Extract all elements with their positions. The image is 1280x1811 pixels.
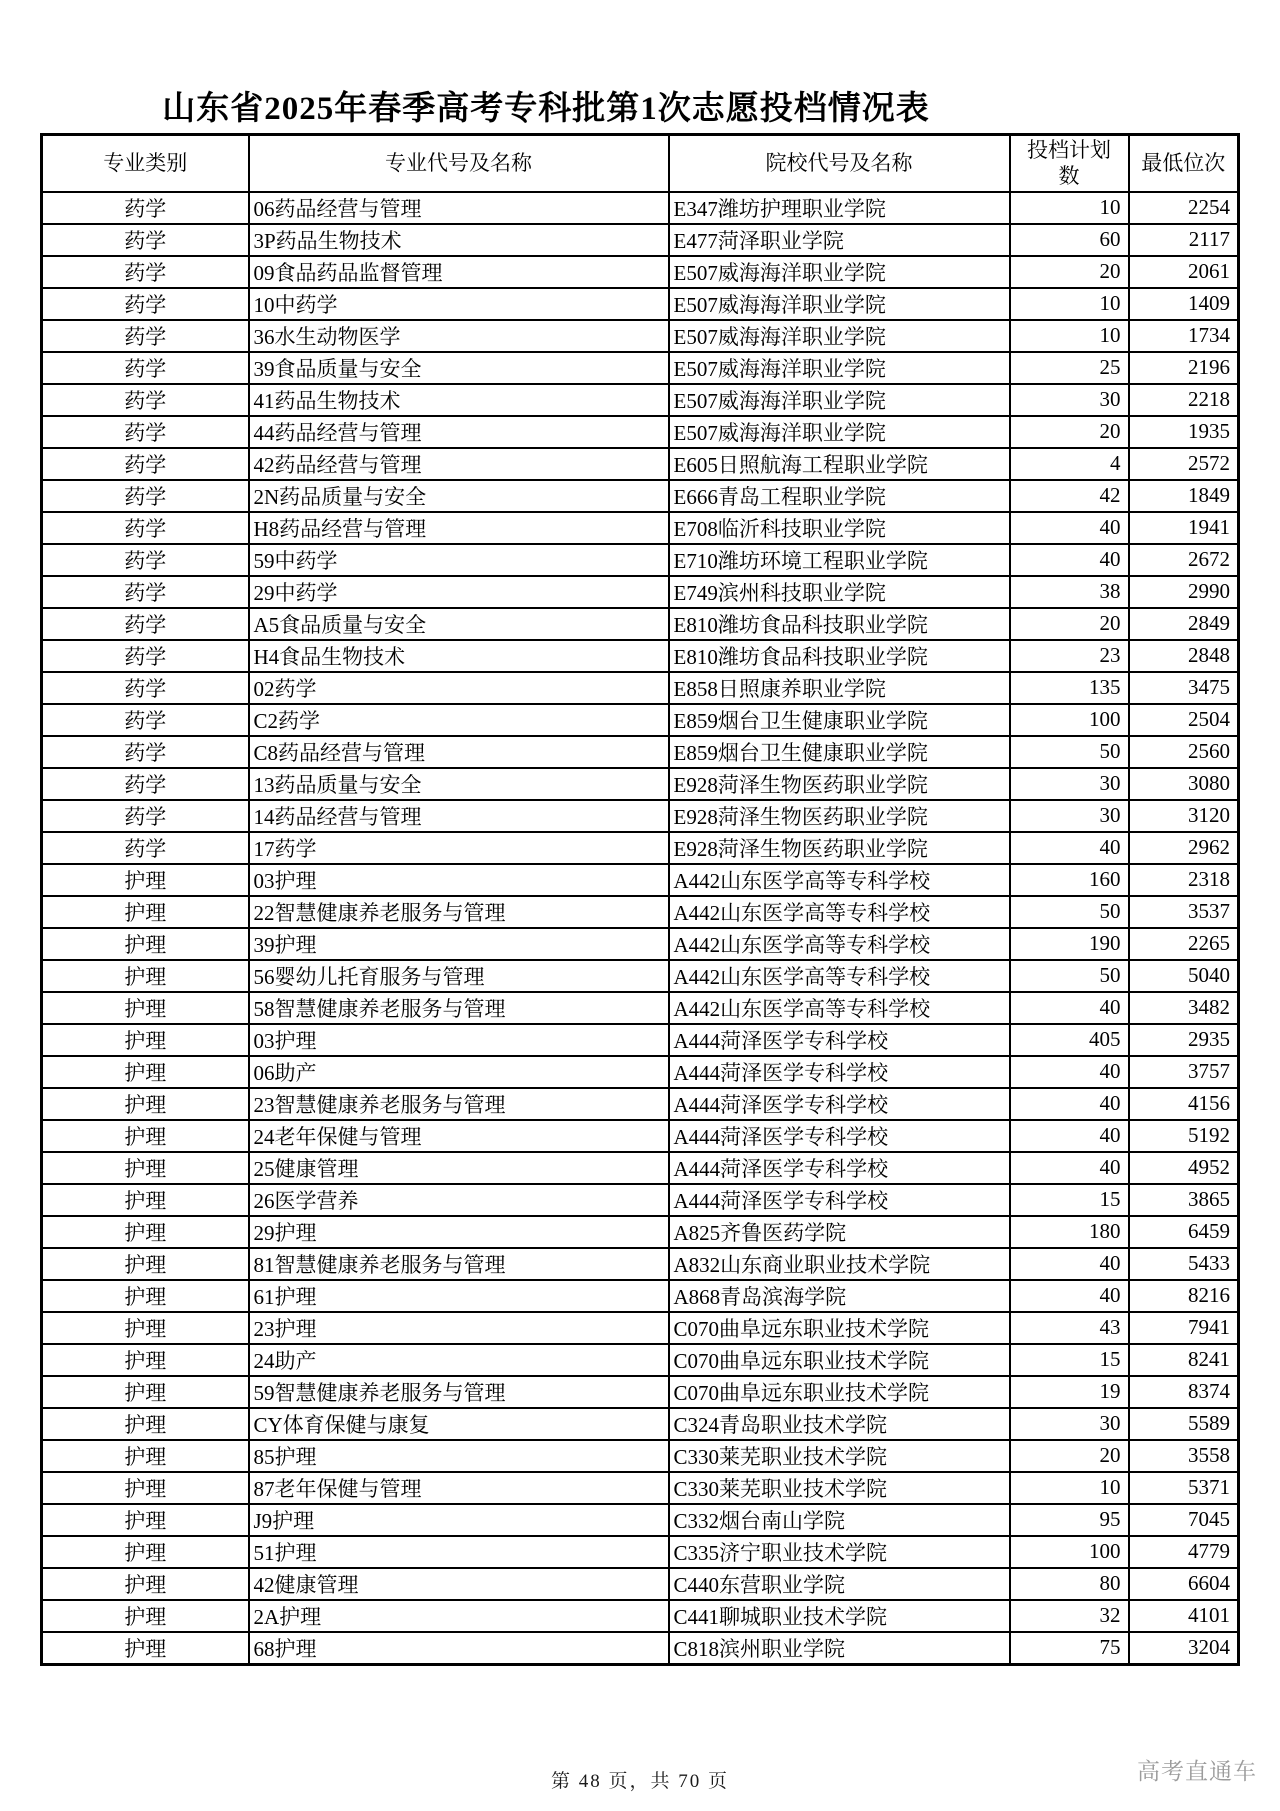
cell-college-code-name: A444菏泽医学专科学校 xyxy=(669,1088,1010,1120)
cell-category: 护理 xyxy=(42,1056,249,1088)
cell-min-rank: 7941 xyxy=(1129,1312,1239,1344)
cell-plan-count: 80 xyxy=(1010,1568,1129,1600)
cell-category: 护理 xyxy=(42,1632,249,1665)
cell-category: 药学 xyxy=(42,608,249,640)
table-row xyxy=(42,1056,1239,1088)
cell-college-code-name: C441聊城职业技术学院 xyxy=(669,1600,1010,1632)
cell-min-rank: 3537 xyxy=(1129,896,1239,928)
cell-major-code-name: 03护理 xyxy=(249,864,669,896)
cell-category: 护理 xyxy=(42,1568,249,1600)
cell-plan-count: 30 xyxy=(1010,1408,1129,1440)
cell-min-rank: 4779 xyxy=(1129,1536,1239,1568)
cell-major-code-name: 26医学营养 xyxy=(249,1184,669,1216)
cell-college-code-name: C335济宁职业技术学院 xyxy=(669,1536,1010,1568)
cell-category: 护理 xyxy=(42,1600,249,1632)
table-row xyxy=(42,352,1239,384)
table-row xyxy=(42,1088,1239,1120)
cell-category: 药学 xyxy=(42,800,249,832)
cell-category: 护理 xyxy=(42,1088,249,1120)
cell-min-rank: 3475 xyxy=(1129,672,1239,704)
cell-min-rank: 7045 xyxy=(1129,1504,1239,1536)
cell-min-rank: 6459 xyxy=(1129,1216,1239,1248)
cell-college-code-name: E858日照康养职业学院 xyxy=(669,672,1010,704)
cell-college-code-name: E507威海海洋职业学院 xyxy=(669,384,1010,416)
cell-plan-count: 95 xyxy=(1010,1504,1129,1536)
cell-college-code-name: E605日照航海工程职业学院 xyxy=(669,448,1010,480)
cell-major-code-name: 22智慧健康养老服务与管理 xyxy=(249,896,669,928)
cell-plan-count: 40 xyxy=(1010,1120,1129,1152)
table-row xyxy=(42,1504,1239,1536)
cell-college-code-name: E859烟台卫生健康职业学院 xyxy=(669,704,1010,736)
cell-category: 护理 xyxy=(42,1344,249,1376)
cell-min-rank: 4952 xyxy=(1129,1152,1239,1184)
cell-min-rank: 1935 xyxy=(1129,416,1239,448)
cell-category: 药学 xyxy=(42,352,249,384)
cell-category: 护理 xyxy=(42,1504,249,1536)
cell-college-code-name: E810潍坊食品科技职业学院 xyxy=(669,608,1010,640)
table-row xyxy=(42,1472,1239,1504)
cell-min-rank: 2935 xyxy=(1129,1024,1239,1056)
cell-category: 护理 xyxy=(42,1120,249,1152)
cell-min-rank: 2560 xyxy=(1129,736,1239,768)
cell-category: 药学 xyxy=(42,320,249,352)
cell-min-rank: 2254 xyxy=(1129,192,1239,224)
cell-min-rank: 3120 xyxy=(1129,800,1239,832)
cell-category: 护理 xyxy=(42,992,249,1024)
cell-college-code-name: A444菏泽医学专科学校 xyxy=(669,1024,1010,1056)
table-row xyxy=(42,1408,1239,1440)
cell-min-rank: 3757 xyxy=(1129,1056,1239,1088)
cell-plan-count: 19 xyxy=(1010,1376,1129,1408)
cell-category: 护理 xyxy=(42,1024,249,1056)
cell-plan-count: 50 xyxy=(1010,736,1129,768)
page-title: 山东省2025年春季高考专科批第1次志愿投档情况表 xyxy=(162,91,930,127)
cell-college-code-name: A868青岛滨海学院 xyxy=(669,1280,1010,1312)
cell-plan-count: 38 xyxy=(1010,576,1129,608)
cell-college-code-name: A832山东商业职业技术学院 xyxy=(669,1248,1010,1280)
cell-plan-count: 10 xyxy=(1010,1472,1129,1504)
cell-category: 护理 xyxy=(42,928,249,960)
cell-college-code-name: A444菏泽医学专科学校 xyxy=(669,1152,1010,1184)
cell-major-code-name: CY体育保健与康复 xyxy=(249,1408,669,1440)
cell-plan-count: 160 xyxy=(1010,864,1129,896)
cell-min-rank: 2318 xyxy=(1129,864,1239,896)
cell-plan-count: 135 xyxy=(1010,672,1129,704)
cell-plan-count: 190 xyxy=(1010,928,1129,960)
cell-major-code-name: 81智慧健康养老服务与管理 xyxy=(249,1248,669,1280)
cell-major-code-name: 02药学 xyxy=(249,672,669,704)
cell-college-code-name: C440东营职业学院 xyxy=(669,1568,1010,1600)
cell-college-code-name: E507威海海洋职业学院 xyxy=(669,352,1010,384)
table-row xyxy=(42,928,1239,960)
column-header-plan-count: 投档计划数 xyxy=(1010,135,1129,192)
table-row xyxy=(42,416,1239,448)
cell-college-code-name: A444菏泽医学专科学校 xyxy=(669,1056,1010,1088)
table-row xyxy=(42,1376,1239,1408)
cell-college-code-name: E477菏泽职业学院 xyxy=(669,224,1010,256)
cell-major-code-name: 09食品药品监督管理 xyxy=(249,256,669,288)
cell-category: 护理 xyxy=(42,896,249,928)
cell-category: 药学 xyxy=(42,224,249,256)
cell-category: 药学 xyxy=(42,832,249,864)
cell-college-code-name: E666青岛工程职业学院 xyxy=(669,480,1010,512)
cell-plan-count: 15 xyxy=(1010,1344,1129,1376)
cell-major-code-name: 13药品质量与安全 xyxy=(249,768,669,800)
cell-major-code-name: 51护理 xyxy=(249,1536,669,1568)
cell-category: 药学 xyxy=(42,192,249,224)
cell-plan-count: 30 xyxy=(1010,384,1129,416)
cell-college-code-name: A442山东医学高等专科学校 xyxy=(669,864,1010,896)
footer-page-indicator: 第 48 页，共 70 页 xyxy=(550,1771,729,1792)
cell-plan-count: 10 xyxy=(1010,192,1129,224)
cell-category: 护理 xyxy=(42,1216,249,1248)
cell-major-code-name: 24助产 xyxy=(249,1344,669,1376)
cell-college-code-name: C330莱芜职业技术学院 xyxy=(669,1472,1010,1504)
cell-major-code-name: 39护理 xyxy=(249,928,669,960)
cell-min-rank: 8241 xyxy=(1129,1344,1239,1376)
table-row xyxy=(42,736,1239,768)
cell-category: 药学 xyxy=(42,704,249,736)
cell-min-rank: 1849 xyxy=(1129,480,1239,512)
cell-college-code-name: E710潍坊环境工程职业学院 xyxy=(669,544,1010,576)
cell-category: 护理 xyxy=(42,1312,249,1344)
cell-plan-count: 50 xyxy=(1010,960,1129,992)
cell-plan-count: 405 xyxy=(1010,1024,1129,1056)
cell-college-code-name: C070曲阜远东职业技术学院 xyxy=(669,1376,1010,1408)
cell-min-rank: 3558 xyxy=(1129,1440,1239,1472)
cell-major-code-name: 3P药品生物技术 xyxy=(249,224,669,256)
cell-min-rank: 3080 xyxy=(1129,768,1239,800)
cell-major-code-name: 2A护理 xyxy=(249,1600,669,1632)
cell-college-code-name: C070曲阜远东职业技术学院 xyxy=(669,1344,1010,1376)
cell-category: 药学 xyxy=(42,288,249,320)
cell-college-code-name: E749滨州科技职业学院 xyxy=(669,576,1010,608)
cell-major-code-name: 23智慧健康养老服务与管理 xyxy=(249,1088,669,1120)
cell-major-code-name: 06药品经营与管理 xyxy=(249,192,669,224)
table-row xyxy=(42,192,1239,224)
cell-plan-count: 100 xyxy=(1010,704,1129,736)
table-row xyxy=(42,640,1239,672)
table-row xyxy=(42,1120,1239,1152)
cell-category: 护理 xyxy=(42,1472,249,1504)
cell-category: 药学 xyxy=(42,512,249,544)
cell-college-code-name: A442山东医学高等专科学校 xyxy=(669,960,1010,992)
cell-college-code-name: A442山东医学高等专科学校 xyxy=(669,992,1010,1024)
cell-category: 药学 xyxy=(42,768,249,800)
cell-plan-count: 40 xyxy=(1010,512,1129,544)
cell-category: 药学 xyxy=(42,384,249,416)
cell-college-code-name: E928菏泽生物医药职业学院 xyxy=(669,768,1010,800)
cell-plan-count: 20 xyxy=(1010,416,1129,448)
cell-category: 护理 xyxy=(42,1280,249,1312)
cell-major-code-name: 2N药品质量与安全 xyxy=(249,480,669,512)
cell-min-rank: 4101 xyxy=(1129,1600,1239,1632)
cell-min-rank: 2572 xyxy=(1129,448,1239,480)
cell-min-rank: 5589 xyxy=(1129,1408,1239,1440)
table-row xyxy=(42,320,1239,352)
cell-min-rank: 3482 xyxy=(1129,992,1239,1024)
cell-plan-count: 42 xyxy=(1010,480,1129,512)
cell-plan-count: 30 xyxy=(1010,768,1129,800)
cell-category: 药学 xyxy=(42,576,249,608)
cell-category: 护理 xyxy=(42,1536,249,1568)
cell-major-code-name: 59智慧健康养老服务与管理 xyxy=(249,1376,669,1408)
cell-min-rank: 1409 xyxy=(1129,288,1239,320)
cell-category: 药学 xyxy=(42,448,249,480)
cell-category: 护理 xyxy=(42,864,249,896)
table-header xyxy=(42,135,1239,192)
table-row xyxy=(42,1536,1239,1568)
cell-college-code-name: E810潍坊食品科技职业学院 xyxy=(669,640,1010,672)
cell-min-rank: 3865 xyxy=(1129,1184,1239,1216)
cell-plan-count: 40 xyxy=(1010,544,1129,576)
cell-category: 药学 xyxy=(42,544,249,576)
cell-plan-count: 40 xyxy=(1010,1152,1129,1184)
cell-plan-count: 43 xyxy=(1010,1312,1129,1344)
cell-plan-count: 40 xyxy=(1010,1248,1129,1280)
cell-plan-count: 30 xyxy=(1010,800,1129,832)
table-row xyxy=(42,864,1239,896)
table-row xyxy=(42,1152,1239,1184)
table-row xyxy=(42,832,1239,864)
cell-category: 药学 xyxy=(42,736,249,768)
cell-college-code-name: E507威海海洋职业学院 xyxy=(669,320,1010,352)
table-row xyxy=(42,256,1239,288)
cell-plan-count: 40 xyxy=(1010,1088,1129,1120)
table-row xyxy=(42,224,1239,256)
cell-college-code-name: C332烟台南山学院 xyxy=(669,1504,1010,1536)
cell-plan-count: 40 xyxy=(1010,1056,1129,1088)
cell-major-code-name: 36水生动物医学 xyxy=(249,320,669,352)
cell-category: 护理 xyxy=(42,1408,249,1440)
cell-major-code-name: 23护理 xyxy=(249,1312,669,1344)
cell-major-code-name: 10中药学 xyxy=(249,288,669,320)
cell-major-code-name: 56婴幼儿托育服务与管理 xyxy=(249,960,669,992)
cell-college-code-name: A825齐鲁医药学院 xyxy=(669,1216,1010,1248)
cell-major-code-name: 24老年保健与管理 xyxy=(249,1120,669,1152)
table-row xyxy=(42,480,1239,512)
cell-college-code-name: E507威海海洋职业学院 xyxy=(669,256,1010,288)
cell-plan-count: 50 xyxy=(1010,896,1129,928)
cell-min-rank: 5192 xyxy=(1129,1120,1239,1152)
cell-category: 护理 xyxy=(42,1376,249,1408)
cell-category: 药学 xyxy=(42,640,249,672)
table-row xyxy=(42,448,1239,480)
cell-plan-count: 100 xyxy=(1010,1536,1129,1568)
cell-plan-count: 40 xyxy=(1010,1280,1129,1312)
cell-min-rank: 5040 xyxy=(1129,960,1239,992)
cell-major-code-name: 41药品生物技术 xyxy=(249,384,669,416)
cell-major-code-name: 17药学 xyxy=(249,832,669,864)
column-header-min-rank: 最低位次 xyxy=(1129,135,1239,192)
cell-min-rank: 1734 xyxy=(1129,320,1239,352)
cell-min-rank: 1941 xyxy=(1129,512,1239,544)
table-row xyxy=(42,1600,1239,1632)
table-row xyxy=(42,800,1239,832)
cell-plan-count: 20 xyxy=(1010,256,1129,288)
cell-plan-count: 20 xyxy=(1010,1440,1129,1472)
cell-college-code-name: C070曲阜远东职业技术学院 xyxy=(669,1312,1010,1344)
cell-plan-count: 10 xyxy=(1010,288,1129,320)
table-row xyxy=(42,704,1239,736)
cell-major-code-name: 39食品质量与安全 xyxy=(249,352,669,384)
table-row xyxy=(42,896,1239,928)
table-row xyxy=(42,576,1239,608)
column-header-category: 专业类别 xyxy=(42,135,249,192)
cell-plan-count: 75 xyxy=(1010,1632,1129,1665)
cell-major-code-name: 44药品经营与管理 xyxy=(249,416,669,448)
table-body xyxy=(42,192,1239,1665)
cell-major-code-name: C2药学 xyxy=(249,704,669,736)
cell-major-code-name: 59中药学 xyxy=(249,544,669,576)
table-row xyxy=(42,672,1239,704)
table-row xyxy=(42,1344,1239,1376)
cell-college-code-name: C818滨州职业学院 xyxy=(669,1632,1010,1665)
cell-major-code-name: 06助产 xyxy=(249,1056,669,1088)
cell-min-rank: 2218 xyxy=(1129,384,1239,416)
cell-college-code-name: A442山东医学高等专科学校 xyxy=(669,896,1010,928)
table-row xyxy=(42,288,1239,320)
watermark-logo: 高考直通车 xyxy=(1137,1758,1257,1784)
cell-min-rank: 3204 xyxy=(1129,1632,1239,1665)
cell-plan-count: 23 xyxy=(1010,640,1129,672)
cell-min-rank: 2672 xyxy=(1129,544,1239,576)
cell-college-code-name: C330莱芜职业技术学院 xyxy=(669,1440,1010,1472)
cell-plan-count: 40 xyxy=(1010,832,1129,864)
cell-category: 护理 xyxy=(42,1184,249,1216)
cell-college-code-name: E708临沂科技职业学院 xyxy=(669,512,1010,544)
cell-college-code-name: E928菏泽生物医药职业学院 xyxy=(669,800,1010,832)
table-row xyxy=(42,992,1239,1024)
cell-major-code-name: 61护理 xyxy=(249,1280,669,1312)
cell-plan-count: 20 xyxy=(1010,608,1129,640)
admission-table xyxy=(40,133,1240,1666)
cell-college-code-name: A444菏泽医学专科学校 xyxy=(669,1120,1010,1152)
table-row xyxy=(42,608,1239,640)
cell-major-code-name: 85护理 xyxy=(249,1440,669,1472)
cell-category: 药学 xyxy=(42,672,249,704)
table-row xyxy=(42,1248,1239,1280)
cell-category: 护理 xyxy=(42,1440,249,1472)
cell-min-rank: 2849 xyxy=(1129,608,1239,640)
cell-min-rank: 2962 xyxy=(1129,832,1239,864)
table-row xyxy=(42,1568,1239,1600)
cell-min-rank: 2061 xyxy=(1129,256,1239,288)
cell-college-code-name: E347潍坊护理职业学院 xyxy=(669,192,1010,224)
cell-plan-count: 10 xyxy=(1010,320,1129,352)
cell-min-rank: 2265 xyxy=(1129,928,1239,960)
cell-major-code-name: H4食品生物技术 xyxy=(249,640,669,672)
column-header-major-code-name: 专业代号及名称 xyxy=(249,135,669,192)
cell-min-rank: 2504 xyxy=(1129,704,1239,736)
cell-college-code-name: C324青岛职业技术学院 xyxy=(669,1408,1010,1440)
cell-category: 护理 xyxy=(42,1152,249,1184)
table-row xyxy=(42,1312,1239,1344)
cell-category: 护理 xyxy=(42,960,249,992)
cell-major-code-name: 87老年保健与管理 xyxy=(249,1472,669,1504)
cell-major-code-name: 42健康管理 xyxy=(249,1568,669,1600)
cell-min-rank: 2117 xyxy=(1129,224,1239,256)
cell-plan-count: 60 xyxy=(1010,224,1129,256)
cell-major-code-name: 03护理 xyxy=(249,1024,669,1056)
cell-min-rank: 2848 xyxy=(1129,640,1239,672)
cell-category: 护理 xyxy=(42,1248,249,1280)
table-row xyxy=(42,1632,1239,1665)
table-row xyxy=(42,960,1239,992)
cell-major-code-name: 58智慧健康养老服务与管理 xyxy=(249,992,669,1024)
cell-major-code-name: C8药品经营与管理 xyxy=(249,736,669,768)
cell-min-rank: 6604 xyxy=(1129,1568,1239,1600)
cell-major-code-name: 25健康管理 xyxy=(249,1152,669,1184)
cell-category: 药学 xyxy=(42,256,249,288)
cell-min-rank: 5371 xyxy=(1129,1472,1239,1504)
table-row xyxy=(42,384,1239,416)
cell-min-rank: 2196 xyxy=(1129,352,1239,384)
cell-plan-count: 15 xyxy=(1010,1184,1129,1216)
cell-college-code-name: A444菏泽医学专科学校 xyxy=(669,1184,1010,1216)
table-row xyxy=(42,1024,1239,1056)
column-header-college-code-name: 院校代号及名称 xyxy=(669,135,1010,192)
cell-min-rank: 8216 xyxy=(1129,1280,1239,1312)
cell-min-rank: 5433 xyxy=(1129,1248,1239,1280)
cell-plan-count: 32 xyxy=(1010,1600,1129,1632)
cell-college-code-name: E928菏泽生物医药职业学院 xyxy=(669,832,1010,864)
cell-major-code-name: 29护理 xyxy=(249,1216,669,1248)
cell-category: 药学 xyxy=(42,416,249,448)
cell-plan-count: 25 xyxy=(1010,352,1129,384)
cell-category: 药学 xyxy=(42,480,249,512)
cell-min-rank: 4156 xyxy=(1129,1088,1239,1120)
table-row xyxy=(42,1216,1239,1248)
cell-college-code-name: E507威海海洋职业学院 xyxy=(669,416,1010,448)
cell-plan-count: 40 xyxy=(1010,992,1129,1024)
cell-plan-count: 180 xyxy=(1010,1216,1129,1248)
table-row xyxy=(42,1280,1239,1312)
cell-college-code-name: E859烟台卫生健康职业学院 xyxy=(669,736,1010,768)
table-header-row xyxy=(42,135,1239,192)
cell-major-code-name: H8药品经营与管理 xyxy=(249,512,669,544)
cell-major-code-name: A5食品质量与安全 xyxy=(249,608,669,640)
cell-major-code-name: 42药品经营与管理 xyxy=(249,448,669,480)
table-row xyxy=(42,768,1239,800)
cell-plan-count: 4 xyxy=(1010,448,1129,480)
cell-major-code-name: 14药品经营与管理 xyxy=(249,800,669,832)
table-row xyxy=(42,512,1239,544)
cell-major-code-name: J9护理 xyxy=(249,1504,669,1536)
table-row xyxy=(42,544,1239,576)
cell-min-rank: 2990 xyxy=(1129,576,1239,608)
table-row xyxy=(42,1440,1239,1472)
table-row xyxy=(42,1184,1239,1216)
cell-major-code-name: 29中药学 xyxy=(249,576,669,608)
cell-min-rank: 8374 xyxy=(1129,1376,1239,1408)
cell-college-code-name: A442山东医学高等专科学校 xyxy=(669,928,1010,960)
cell-college-code-name: E507威海海洋职业学院 xyxy=(669,288,1010,320)
cell-major-code-name: 68护理 xyxy=(249,1632,669,1665)
